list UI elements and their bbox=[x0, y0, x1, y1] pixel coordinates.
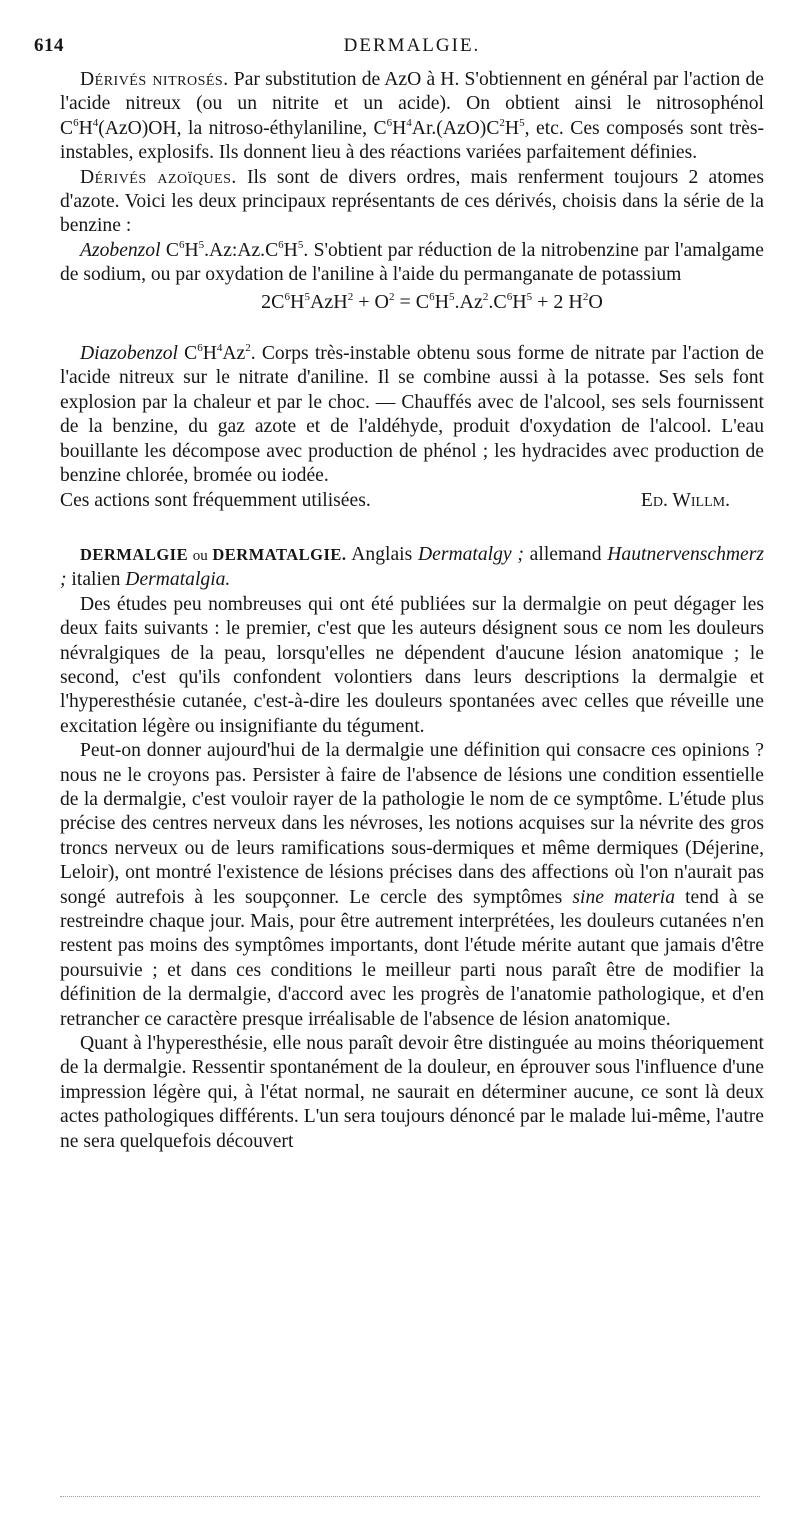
entry-title-alt: DERMATALGIE. bbox=[212, 544, 347, 564]
paragraph-diazobenzol: Diazobenzol $C^6H^4Az^2$. Corps très-instable obtenu sous forme de nitrate par l'action de l'acide nitreux sur le nitrate d'aniline. Il se combine aussi à la potasse. Ses sels font explosion par la chaleur et par le choc. — Chauffés avec de l'alcool, ses sels fournissent de la benzine, du gaz azote et de l'aldéhyde, produit d'oxydation de l'alcool. L'eau bouillante les décompose avec production de phénol ; les hydracides avec production de benzine chlorée, bromée ou iodée. bbox=[60, 342, 765, 487]
paragraph-azobenzol: Azobenzol $C^6H^5.Az:Az.C^6H^5$. S'obtient par réduction de la nitrobenzine par l'amalgame de sodium, ou par oxydation de l'aniline à l'aide du permanganate de potassium bbox=[60, 238, 764, 286]
page-bottom-rule bbox=[60, 1496, 760, 1498]
entry-heading: DERMALGIE ou DERMATALGIE. Anglais Dermatalgy ; allemand Hautnervenschmerz ; italien Dermatalgia. bbox=[60, 543, 764, 591]
entry-separator bbox=[60, 513, 764, 543]
entry-title: DERMALGIE bbox=[80, 544, 189, 564]
formula: $C^6H^5.Az:Az.C^6H^5$ bbox=[165, 238, 304, 261]
section-label: Dérivés nitrosés. bbox=[80, 69, 229, 90]
formula: $C^6H^4Az^2$ bbox=[177, 342, 251, 365]
compound-name: Azobenzol bbox=[80, 239, 161, 261]
paragraph-body-1: Des études peu nombreuses qui ont été publiées sur la dermalgie on peut dégager les deux faits suivants : le premier, c'est que les auteurs désignent sous ce nom les douleurs névralgiques de la peau, lorsqu'elles ne dépendent d'aucune lésion anatomique ; le second, c'est qu'ils confondent volontiers dans leurs descriptions la dermalgie et l'hyperesthésie cutanée, c'est-à-dire les douleurs spontanées avec celles que réveille une excitation légère ou insignifiante du tégument. bbox=[60, 593, 764, 737]
paragraph-derives-azoiques: Dérivés azoïques. Ils sont de divers ordres, mais renferment toujours 2 atomes d'azote. Voici les deux principaux représentants de ces dérivés, choisis dans la série de la benzine : bbox=[60, 166, 765, 237]
section-label: Dérivés azoïques. bbox=[80, 166, 237, 188]
running-head: DERMALGIE. bbox=[343, 35, 481, 56]
page-number: 614 bbox=[34, 35, 64, 56]
signature-line: Ces actions sont fréquemment utilisées. Ed. Willm. bbox=[60, 489, 764, 513]
paragraph-body-2: Peut-on donner aujourd'hui de la dermalgie une définition qui consacre ces opinions ? nous ne le croyons pas. Persister à faire de l'absence de lésions une condition essentielle de la dermalgie, c'est vouloir rayer de la pathologie le nom de ce symptôme. L'étude plus précise des centres nerveux dans les névroses, les notions acquises sur la névrite des gros troncs nerveux ou de leurs ramifications sous-dermiques et même dermiques (Déjerine, Leloir), ont montré l'existence de lésions précises dans des affections où l'on n'aurait pas songé autrefois à les soupçonner. Le cercle des symptômes sine materia tend à se restreindre chaque jour. Mais, pour être autrement interprétées, les douleurs cutanées n'en restent pas moins des symptômes importants, dont l'étude mérite autant que jamais d'être poursuivie ; et dans ces conditions le meilleur parti nous paraît être de modifier la définition de la dermalgie, d'accord avec les progrès de l'anatomie pathologique, et d'en retrancher ce caractère presque irréalisable de l'absence de lésion anatomique. bbox=[60, 740, 764, 1030]
paragraph-body-3: Quant à l'hyperesthésie, elle nous paraît devoir être distinguée au moins théoriquement de la dermalgie. Ressentir spontanément de la douleur, en éprouver sous l'influence d'une impression légère qui, à l'état normal, ne saurait en déterminer aucune, ce sont là deux actes pathologiques différents. L'un sera toujours dénoncé par le malade lui-même, l'autre ne sera quelquefois découvert bbox=[60, 1033, 764, 1152]
author-signature: Ed. Willm. bbox=[640, 489, 730, 511]
compound-name: Diazobenzol bbox=[80, 343, 178, 365]
paragraph-derives-nitroses: Dérivés nitrosés. Par substitution de AzO à H. S'obtiennent en général par l'action de l'acide nitreux (ou un nitrite et un acide). On obtient ainsi le nitrosophénol $C^6H^4(AzO)OH$, la nitroso-éthylaniline, $C^6H^4Ar.(AzO)C^2H^5$, etc. Ces composés sont très-instables, explosifs. Ils donnent lieu à des réactions variées parfaitement définies. bbox=[60, 69, 765, 164]
page-header bbox=[34, 30, 764, 58]
chemical-equation: $2C^6H^5AzH^2 + O^2 = C^6H^5.Az^2.C^6H^5 + 2$ $H^2O$ bbox=[261, 290, 603, 313]
